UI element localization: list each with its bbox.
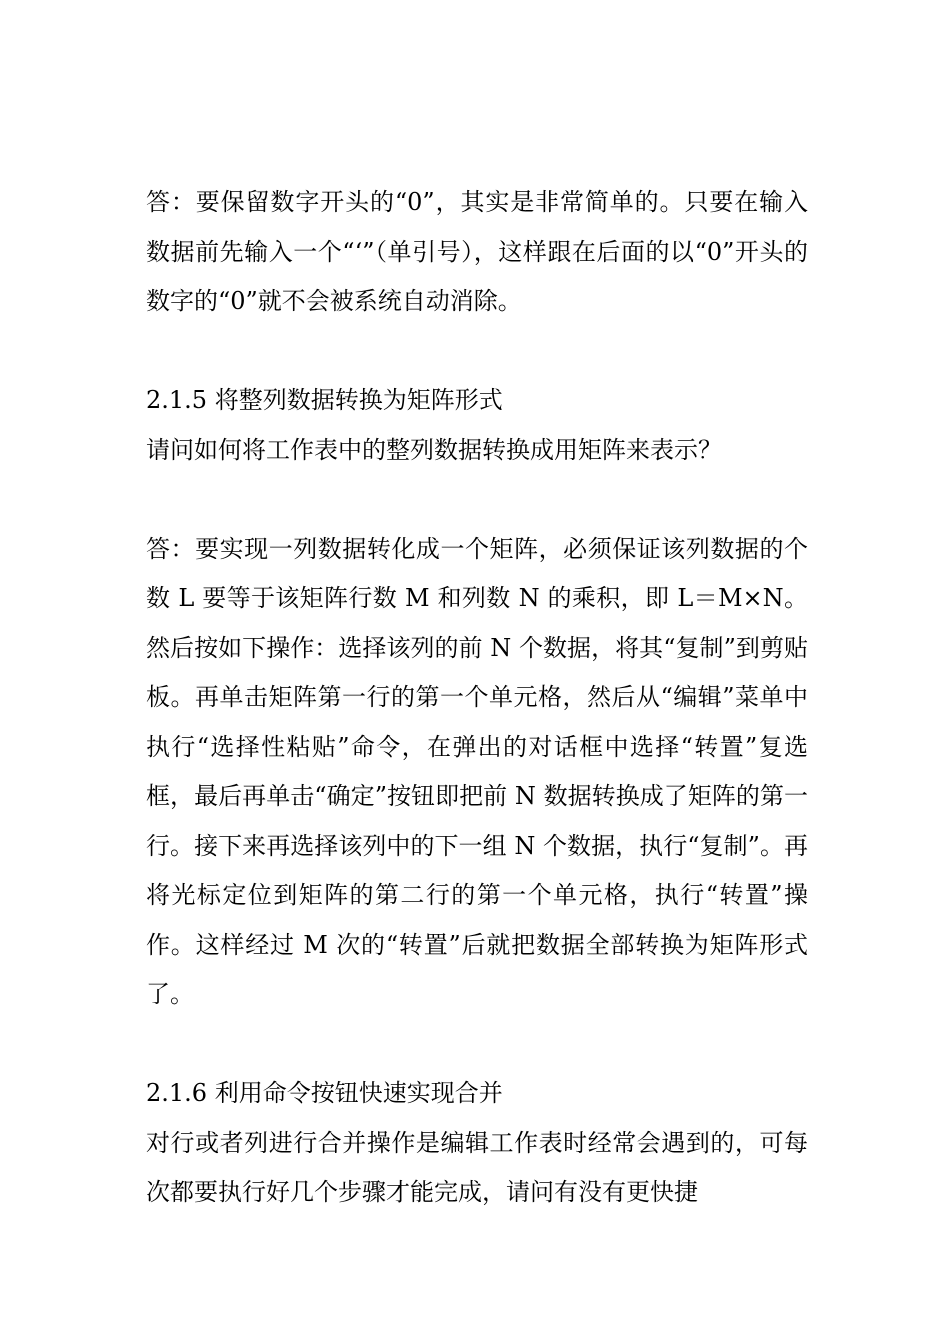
document-body <box>146 178 808 1218</box>
section-heading-2-1-5: 2.1.5 将整列数据转换为矩阵形式 <box>146 386 503 414</box>
paragraph-spacer <box>146 1020 808 1070</box>
answer-paragraph-matrix: 答：要实现一列数据转化成一个矩阵，必须保证该列数据的个数 L 要等于该矩阵行数 M 和列数 N 的乘积，即 L＝M×N。然后按如下操作：选择该列的前 N 个数据，将其“复制”到剪贴板。再单击矩阵第一行的第一个单元格，然后从“编辑”菜单中执行“选择性粘贴”命令，在弹出的对话框中选择“转置”复选框，最后再单击“确定”按钮即把前 N 数据转换成了矩阵的第一行。接下来再选择该列中的下一组 N 个数据，执行“复制”。再将光标定位到矩阵的第二行的第一个单元格，执行“转置”操作。这样经过 M 次的“转置”后就把数据全部转换为矩阵形式了。 <box>146 534 808 1008</box>
paragraph-spacer <box>146 327 808 377</box>
question-paragraph-2-1-5: 请问如何将工作表中的整列数据转换成用矩阵来表示？ <box>146 435 722 464</box>
section-heading-2-1-6: 2.1.6 利用命令按钮快速实现合并 <box>146 1079 503 1107</box>
question-paragraph-2-1-6: 对行或者列进行合并操作是编辑工作表时经常会遇到的，可每次都要执行好几个步骤才能完成，请问有没有更快捷 <box>146 1128 808 1206</box>
answer-paragraph-leading-zero: 答：要保留数字开头的“0”，其实是非常简单的。只要在输入数据前先输入一个“‘”（单引号），这样跟在后面的以“0”开头的数字的“0”就不会被系统自动消除。 <box>146 188 808 315</box>
paragraph-spacer <box>146 475 808 525</box>
